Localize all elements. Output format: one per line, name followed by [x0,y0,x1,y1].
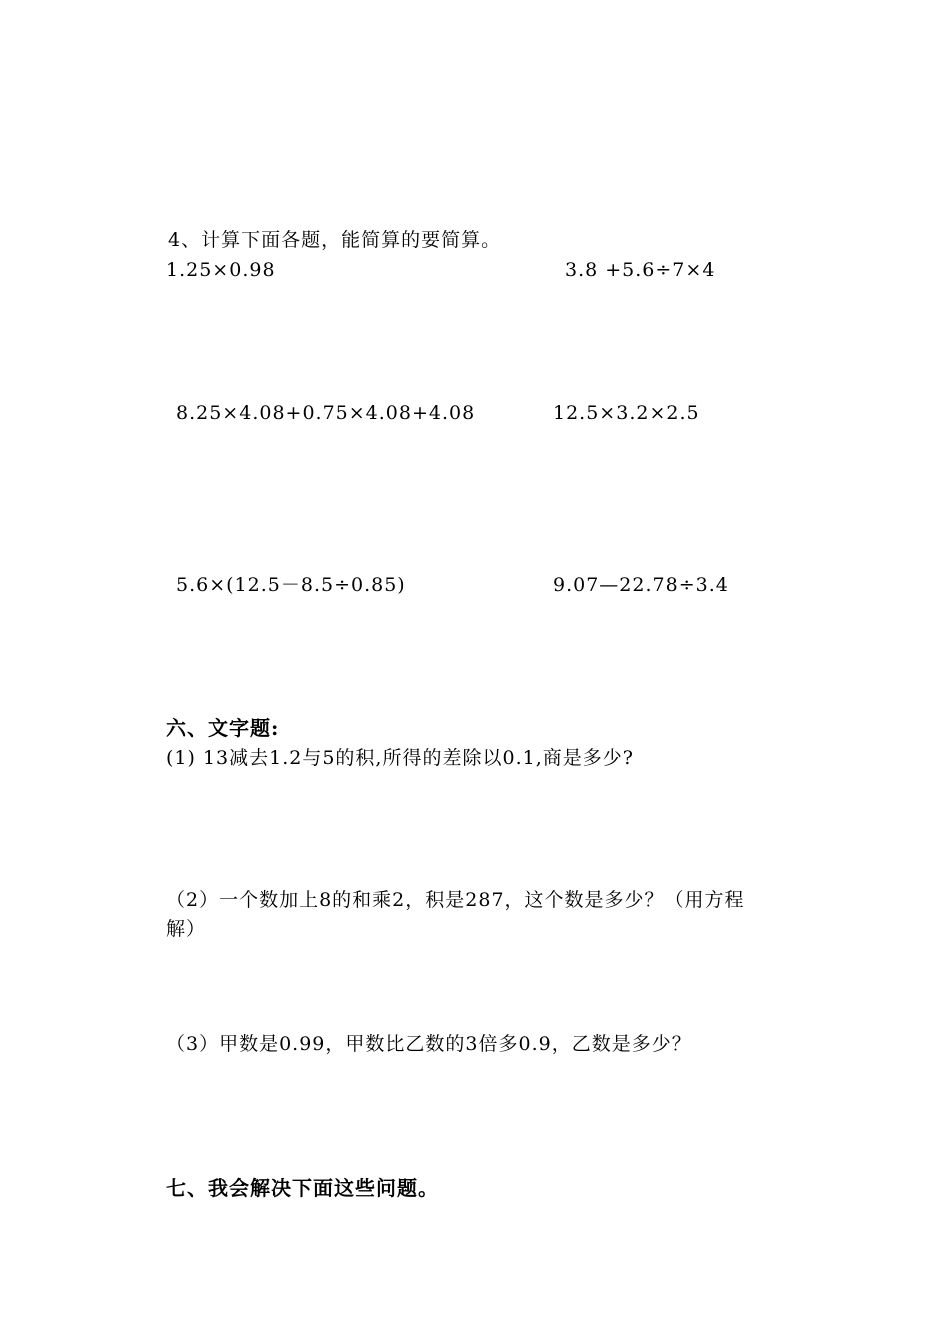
problem-4: 12.5×3.2×2.5 [553,402,700,424]
word-problem-2-line2: 解） [166,918,207,940]
problem-2: 3.8 +5.6÷7×4 [565,259,716,281]
section4-title: 4、计算下面各题，能简算的要简算。 [168,229,502,251]
problem-1: 1.25×0.98 [166,259,276,281]
section6-title: 六、文字题: [166,716,280,740]
problem-3: 8.25×4.08+0.75×4.08+4.08 [176,402,476,424]
section7-title: 七、我会解决下面这些问题。 [166,1176,439,1200]
word-problem-1: (1) 13减去1.2与5的积,所得的差除以0.1,商是多少? [166,747,634,769]
word-problem-3: （3）甲数是0.99，甲数比乙数的3倍多0.9，乙数是多少？ [166,1033,692,1055]
problem-6: 9.07—22.78÷3.4 [553,574,729,596]
problem-5: 5.6×(12.5－8.5÷0.85) [176,574,406,596]
word-problem-2-line1: （2）一个数加上8的和乘2，积是287，这个数是多少？（用方程 [166,889,745,911]
